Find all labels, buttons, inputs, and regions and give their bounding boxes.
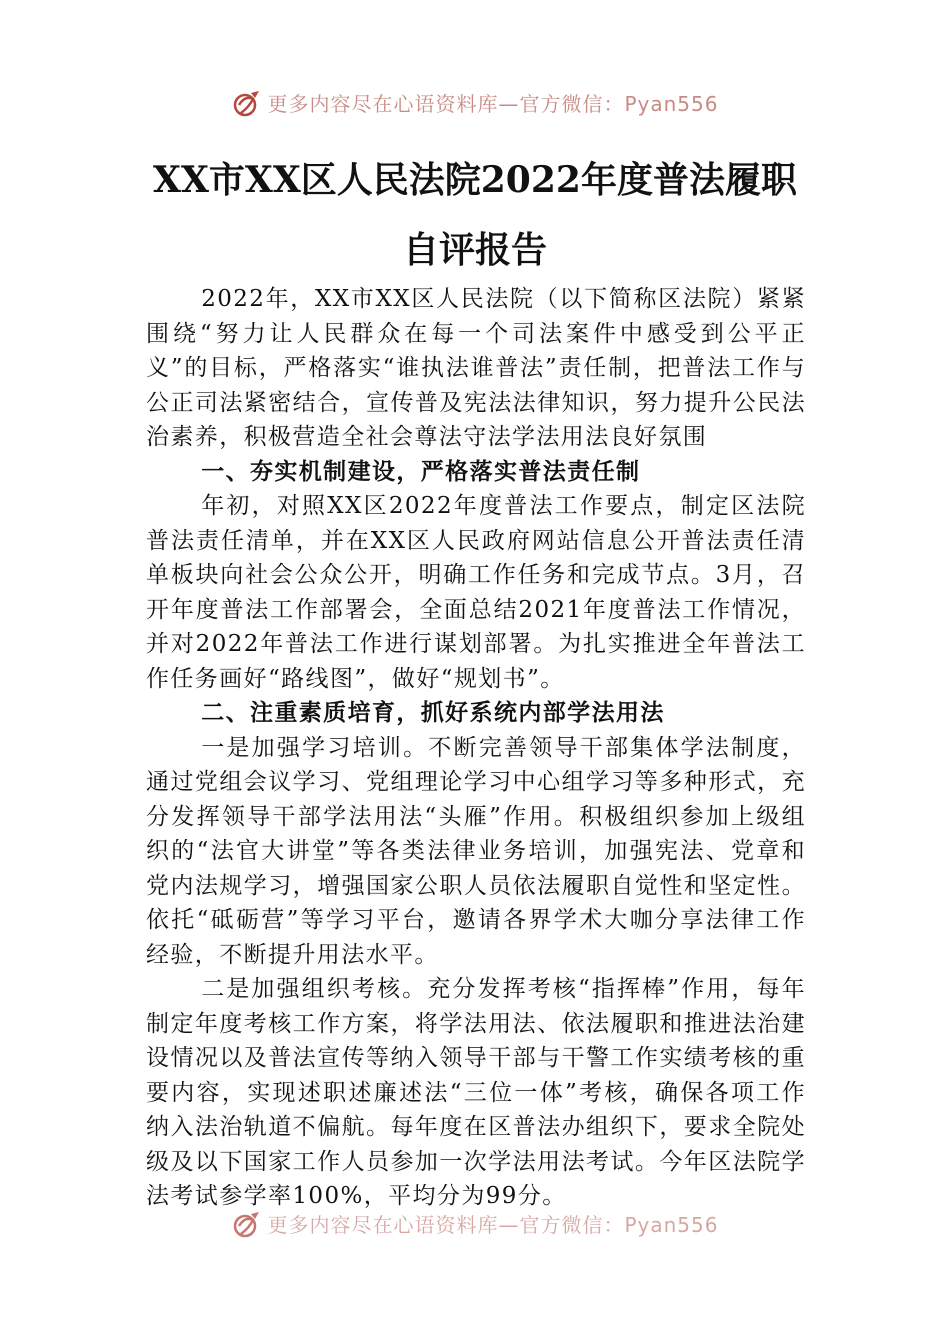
watermark-text: 更多内容尽在心语资料库—官方微信：Pyan556 — [267, 1213, 719, 1237]
watermark-text: 更多内容尽在心语资料库—官方微信：Pyan556 — [267, 92, 719, 116]
watermark-footer — [0, 1209, 950, 1242]
document-title-line2: 自评报告 — [402, 229, 547, 271]
logo-icon — [231, 1210, 261, 1240]
document-body — [146, 282, 806, 1214]
intro-paragraph: 2022年，XX市XX区人民法院（以下简称区法院）紧紧围绕“努力让人民群众在每一个司法案件中感受到公平正义”的目标，严格落实“谁执法谁普法”责任制，把普法工作与公正司法紧密结合，宣传普及宪法法律知识，努力提升公民法治素养，积极营造全社会尊法守法学法用法良好氛围 — [146, 286, 806, 450]
logo-icon — [231, 89, 261, 119]
section1-paragraph: 年初，对照XX区2022年度普法工作要点，制定区法院普法责任清单，并在XX区人民政府网站信息公开普法责任清单板块向社会公众公开，明确工作任务和完成节点。3月，召开年度普法工作部署会，全面总结2021年度普法工作情况，并对2022年普法工作进行谋划部署。为扎实推进全年普法工作任务画好“路线图”，做好“规划书”。 — [146, 493, 806, 692]
section1-heading: 一、夯实机制建设，严格落实普法责任制 — [201, 458, 641, 485]
section2-paragraph-2: 二是加强组织考核。充分发挥考核“指挥棒”作用，每年制定年度考核工作方案，将学法用法、依法履职和推进法治建设情况以及普法宣传等纳入领导干部与干警工作实绩考核的重要内容，实现述职述廉述法“三位一体”考核，确保各项工作纳入法治轨道不偏航。每年度在区普法办组织下，要求全院处级及以下国家工作人员参加一次学法用法考试。今年区法院学法考试参学率100%，平均分为99分。 — [146, 976, 806, 1209]
section2-paragraph-1: 一是加强学习培训。不断完善领导干部集体学法制度，通过党组会议学习、党组理论学习中心组学习等多种形式，充分发挥领导干部学法用法“头雁”作用。积极组织参加上级组织的“法官大讲堂”等各类法律业务培训，加强宪法、党章和党内法规学习，增强国家公职人员依法履职自觉性和坚定性。依托“砥砺营”等学习平台，邀请各界学术大咖分享法律工作经验，不断提升用法水平。 — [146, 734, 806, 968]
document-title-line1: XX市XX区人民法院2022年度普法履职 — [153, 159, 797, 201]
watermark-header — [0, 88, 950, 121]
section2-heading: 二、注重素质培育，抓好系统内部学法用法 — [201, 700, 665, 726]
